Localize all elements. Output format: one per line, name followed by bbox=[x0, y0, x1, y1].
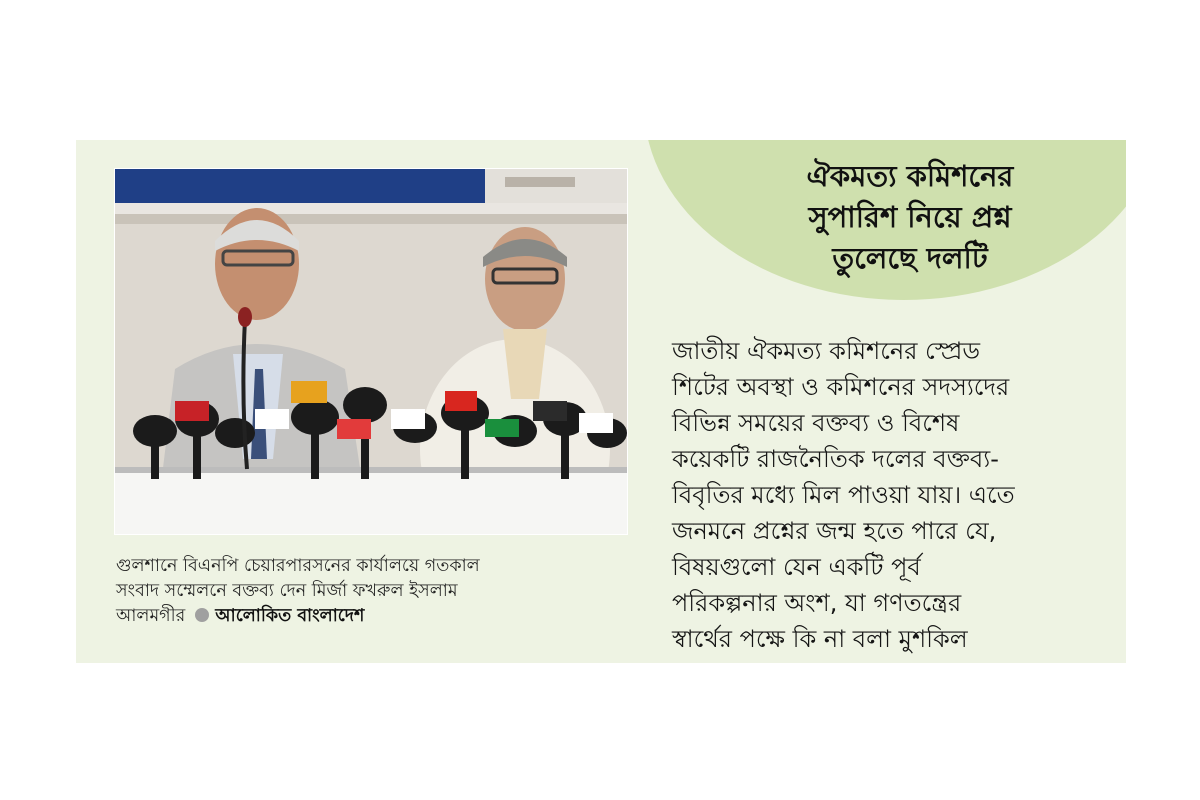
photo-credit: আলোকিত বাংলাদেশ bbox=[215, 606, 365, 626]
headline bbox=[690, 156, 1126, 279]
caption-line: গুলশানে বিএনপি চেয়ারপারসনের কার্যালয়ে গতকাল bbox=[116, 556, 480, 576]
news-clipping-panel bbox=[76, 140, 1126, 663]
quote-line: বিষয়গুলো যেন একটি পূর্ব bbox=[672, 553, 921, 581]
quote-line: স্বার্থের পক্ষে কি না বলা মুশকিল bbox=[672, 625, 968, 653]
caption-line-text: আলমগীর bbox=[116, 606, 186, 626]
body-quote bbox=[672, 333, 1112, 657]
caption-line: সংবাদ সম্মেলনে বক্তব্য দেন মির্জা ফখরুল ইসলাম bbox=[116, 581, 458, 601]
press-conference-photo bbox=[114, 168, 628, 535]
quote-line: বিভিন্ন সময়ের বক্তব্য ও বিশেষ bbox=[672, 409, 960, 437]
photo-caption bbox=[116, 554, 622, 629]
quote-line: কয়েকটি রাজনৈতিক দলের বক্তব্য- bbox=[672, 445, 999, 473]
quote-line: জাতীয় ঐকমত্য কমিশনের স্প্রেড bbox=[672, 337, 981, 365]
caption-line-last bbox=[116, 604, 622, 629]
quote-line: শিটের অবস্থা ও কমিশনের সদস্যদের bbox=[672, 373, 1010, 401]
quote-line: বিবৃতির মধ্যে মিল পাওয়া যায়। এতে bbox=[672, 481, 1015, 509]
headline-line: সুপারিশ নিয়ে প্রশ্ন bbox=[808, 200, 1012, 234]
press-conference-illustration bbox=[115, 169, 627, 534]
quote-line: জনমনে প্রশ্নের জন্ম হতে পারে যে, bbox=[672, 517, 997, 545]
quote-line: পরিকল্পনার অংশ, যা গণতন্ত্রের bbox=[672, 589, 962, 617]
bullet-dot-icon bbox=[195, 608, 209, 622]
headline-line: তুলেছে দলটি bbox=[832, 241, 988, 275]
headline-line: ঐকমত্য কমিশনের bbox=[806, 159, 1014, 193]
